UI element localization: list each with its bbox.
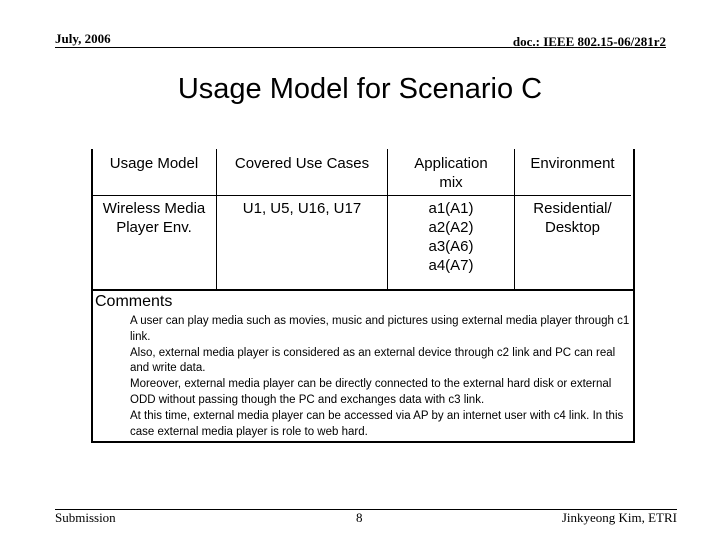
comment-line: Also, external media player is considered as an external device through c2 link and PC can real and write data. [130, 346, 616, 375]
footer-author: Jinkyeong Kim, ETRI [561, 510, 677, 525]
slide-title: Usage Model for Scenario C [177, 73, 543, 105]
application-mix-item: a3(A6) [428, 238, 474, 255]
header-divider [55, 47, 666, 48]
comment-line: A user can play media such as movies, music and pictures using external media player through c1 link. [130, 315, 630, 343]
table-cell-environment: Residential/ Desktop [533, 200, 612, 236]
application-mix-item: a2(A2) [428, 219, 474, 236]
page-number: 8 [356, 510, 363, 525]
table-header-application-mix: Application mix [414, 155, 488, 191]
application-mix-item: a1(A1) [428, 200, 474, 217]
table-row-divider [91, 195, 631, 196]
header-doc-id: doc.: IEEE 802.15-06/281r2 [512, 34, 666, 49]
footer-submission: Submission [55, 510, 116, 525]
comment-line: At this time, external media player can be accessed via AP by an internet user with c4 link. In this case external media player is role to web hard. [130, 409, 624, 438]
comments-label: Comments [95, 293, 173, 310]
table-cell-usage-model: Wireless Media Player Env. [102, 200, 206, 236]
comments-text [130, 314, 630, 440]
table-header-environment: Environment [530, 155, 615, 172]
comment-line: Moreover, external media player can be directly connected to the external hard disk or external ODD without passing though the PC and exchanges data with c3 link. [130, 378, 612, 406]
table-cell-application-mix [388, 199, 514, 275]
table-header-covered-use-cases: Covered Use Cases [234, 155, 370, 172]
application-mix-item: a4(A7) [428, 257, 474, 274]
table-cell-covered-use-cases: U1, U5, U16, U17 [242, 200, 362, 217]
table-header-usage-model: Usage Model [109, 155, 199, 172]
header-date: July, 2006 [55, 31, 111, 46]
